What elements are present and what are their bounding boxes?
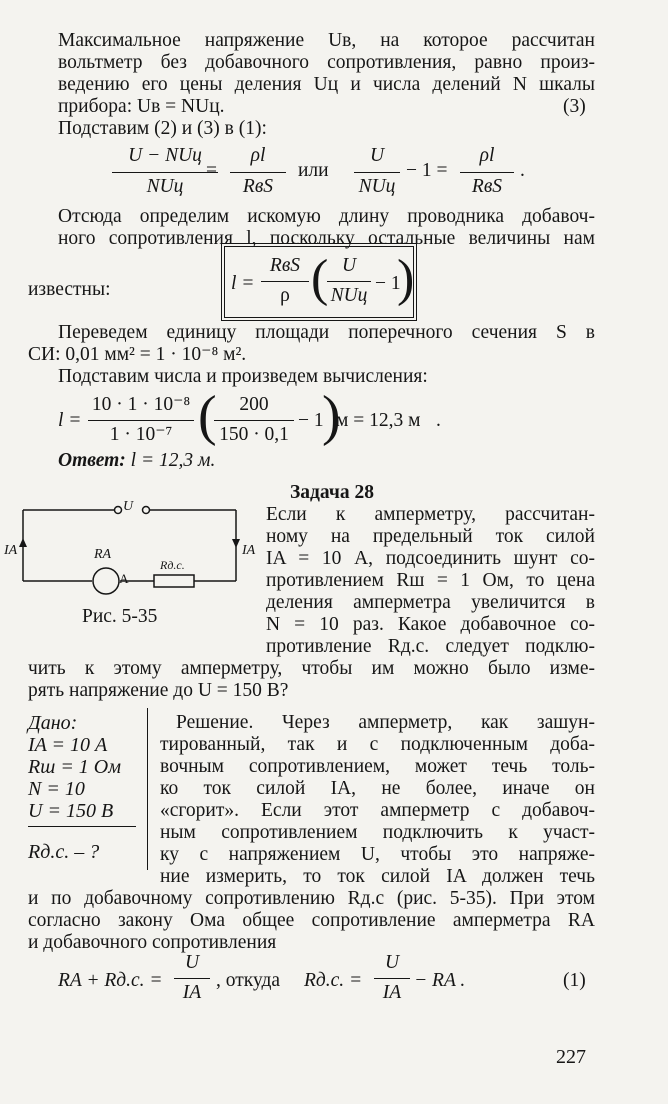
calc-period: .	[436, 410, 441, 431]
eq1-u-bar	[354, 172, 400, 173]
solution-line-5: «сгорит». Если этот амперметр с добавоч-	[160, 800, 595, 821]
solution-line-7: ку с напряжением U, чтобы это напряже-	[160, 844, 595, 865]
equation-number-3: (3)	[563, 96, 586, 117]
final-lhs: RA + Rд.с. =	[58, 970, 163, 991]
page-number: 227	[556, 1046, 586, 1068]
intro-line-1: Максимальное напряжение Uв, на которое рассчитан	[58, 30, 595, 51]
eq1-left-numerator: U − NUц	[128, 145, 202, 166]
calc-denominator: 1 · 10⁻⁷	[109, 424, 173, 445]
calc-inner-numerator: 200	[239, 394, 269, 415]
solution-line-11: и добавочного сопротивления	[28, 932, 277, 953]
final-u-denominator: IA	[182, 982, 202, 1003]
given-item-4: U = 150 В	[28, 800, 136, 827]
eq1-u-denominator: NUц	[358, 176, 396, 197]
final-u2-denominator: IA	[382, 982, 402, 1003]
equation-number-1: (1)	[563, 970, 586, 991]
task-line-1: Если к амперметру, рассчитан-	[266, 504, 595, 525]
text3-line-2: СИ: 0,01 мм² = 1 · 10⁻⁸ м².	[28, 344, 247, 365]
calc-bar	[88, 420, 194, 421]
calc-minus-one: − 1	[298, 410, 324, 431]
answer-value: l = 12,3 м.	[130, 450, 216, 471]
task-line-3: IA = 10 А, подсоединить шунт со-	[266, 548, 595, 569]
solution-line-3: вочным сопротивлением, может течь толь-	[160, 756, 595, 777]
task-title: Задача 28	[290, 482, 374, 503]
given-item-2: Rш = 1 Ом	[28, 756, 122, 778]
solution-line-1: Решение. Через амперметр, как зашун-	[176, 712, 595, 733]
eq1-rhs2-numerator: ρl	[479, 145, 495, 166]
fig-ammeter-label: A	[119, 571, 129, 586]
boxed-l-eq: l =	[231, 273, 255, 294]
text3-line-1: Переведем единицу площади поперечного сечения S в	[58, 322, 595, 343]
eq1-rhs-bar	[230, 172, 286, 173]
boxed-u-bar	[327, 281, 371, 282]
solution-line-10: согласно закону Ома общее сопротивление амперметра RA	[28, 910, 595, 931]
task-line-9: рять напряжение до U = 150 В?	[28, 680, 289, 701]
solution-line-2: тированный, так и с подключенным доба-	[160, 734, 595, 755]
circuit-figure	[4, 496, 268, 616]
fig-ra-label: RA	[94, 547, 112, 562]
task-line-2: ному на предельный ток силой	[266, 526, 595, 547]
solution-line-8: ние измерить, то ток силой IA должен течь	[160, 866, 595, 887]
solution-line-6: ным сопротивлением подключить к участ-	[160, 822, 595, 843]
boxed-minus-one: − 1	[375, 273, 401, 294]
given-item-1: IA = 10 А	[28, 734, 108, 756]
eq1-u-numerator: U	[369, 145, 385, 166]
task-line-8: чить к этому амперметру, чтобы им можно было изме-	[28, 658, 595, 679]
calc-numerator: 10 · 1 · 10⁻⁸	[91, 394, 191, 415]
eq1-equals: =	[206, 160, 217, 181]
intro-line-2: вольтметр без добавочного сопротивления, равно произ-	[58, 52, 595, 73]
eq1-left-bar	[112, 172, 218, 173]
fig-u-label: U	[123, 499, 134, 514]
answer-label: Ответ:	[58, 450, 126, 471]
final-u2-numerator: U	[384, 952, 400, 973]
eq1-period: .	[520, 160, 525, 181]
final-u-bar	[174, 978, 210, 979]
eq1-rhs-denominator: RвS	[242, 176, 274, 197]
task-line-6: N = 10 раз. Какое добавочное со-	[266, 614, 595, 635]
solution-line-4: ко ток силой IA, не более, иначе он	[160, 778, 595, 799]
eq1-left-denominator: NUц	[146, 176, 184, 197]
final-u2-bar	[374, 978, 410, 979]
eq1-rhs-numerator: ρl	[250, 145, 266, 166]
boxed-left-paren: (	[311, 250, 329, 307]
circuit-diagram	[18, 496, 268, 596]
boxed-denominator: ρ	[280, 285, 290, 306]
task-line-4: противлением Rш = 1 Ом, то цена	[266, 570, 595, 591]
calc-right-paren: )	[322, 385, 341, 447]
final-whence: , откуда	[216, 970, 281, 991]
intro-line-3: ведению его цены деления Uц и числа делений N шкалы	[58, 74, 595, 95]
boxed-right-paren: )	[397, 250, 415, 307]
given-block	[28, 712, 148, 863]
given-find: Rд.с. – ?	[28, 841, 100, 863]
calc-inner-denominator: 150 · 0,1	[219, 424, 289, 445]
final-tail: − RA .	[414, 970, 466, 991]
intro-line-5: Подставим (2) и (3) в (1):	[58, 118, 267, 139]
calc-result: м = 12,3 м	[336, 410, 421, 431]
final-rdc: Rд.с. =	[304, 970, 363, 991]
solution-line-9: и по добавочному сопротивлению Rд.с (рис. 5-35). При этом	[28, 888, 595, 909]
final-u-numerator: U	[184, 952, 200, 973]
given-item-3: N = 10	[28, 778, 85, 800]
calc-inner-bar	[214, 420, 294, 421]
fig-rdc-label: Rд.с.	[160, 558, 185, 572]
fig-ia-right: IA	[242, 543, 256, 558]
task-line-5: деления амперметра увеличится в	[266, 592, 595, 613]
given-label: Дано:	[28, 712, 78, 734]
calc-l-eq: l =	[58, 410, 82, 431]
text3-line-3: Подставим числа и произведем вычисления:	[58, 366, 428, 387]
calc-left-paren: (	[198, 385, 217, 447]
given-divider	[147, 708, 148, 870]
boxed-formula	[224, 246, 414, 318]
eq1-rhs2-denominator: RвS	[471, 176, 503, 197]
answer	[58, 450, 215, 472]
eq1-or: или	[298, 160, 329, 181]
intro-line-4: прибора: Uв = NUц.	[58, 96, 225, 117]
figure-caption: Рис. 5-35	[82, 606, 158, 627]
boxed-u-numerator: U	[341, 255, 357, 276]
text2-line-2: ного сопротивления l, поскольку остальные величины нам	[58, 228, 595, 249]
fig-ia-left: IA	[4, 543, 18, 558]
task-line-7: противление Rд.с. следует подклю-	[266, 636, 595, 657]
text2-known: известны:	[28, 279, 111, 300]
text2-line-1: Отсюда определим искомую длину проводника добавоч-	[58, 206, 595, 227]
boxed-numerator: RвS	[269, 255, 301, 276]
boxed-u-denominator: NUц	[330, 285, 368, 306]
eq1-rhs2-bar	[460, 172, 514, 173]
boxed-bar	[261, 281, 309, 282]
eq1-minus-one: − 1 =	[406, 160, 448, 181]
